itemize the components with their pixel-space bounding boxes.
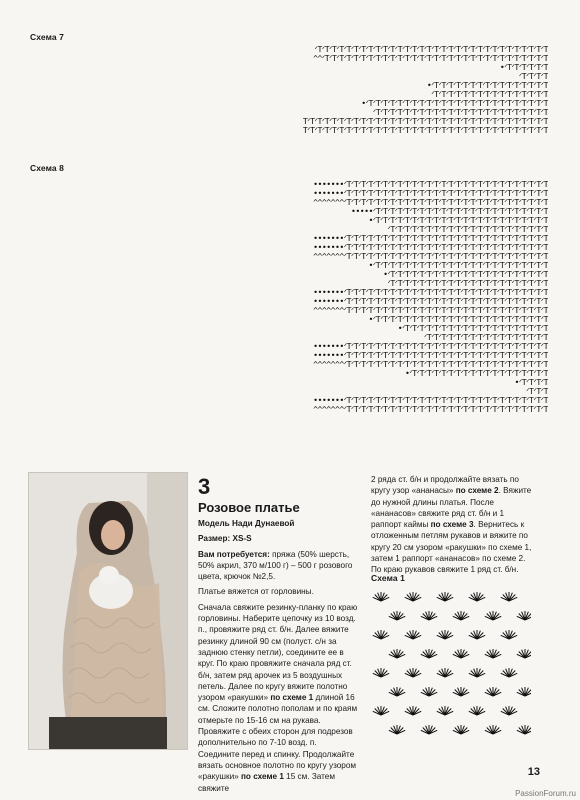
chart-row: •ᐟTᐟTᐟTᐟTᐟTᐟTᐟTᐟTᐟTᐟTᐟTᐟTᐟTᐟTᐟTᐟTᐟTᐟTᐟTᐟT	[397, 324, 548, 333]
shell-motif	[389, 649, 405, 658]
materials-paragraph: Вам потребуется: пряжа (50% шерсть, 50% акрил, 370 м/100 г) – 500 г розового цвета, крючок №2,5.	[198, 549, 353, 582]
chart-row: •ᐟTᐟTᐟTᐟTᐟTᐟTᐟTᐟTᐟTᐟTᐟTᐟTᐟTᐟTᐟTᐟTᐟTᐟTᐟTᐟTᐟTᐟTᐟTᐟT	[368, 261, 548, 270]
chart-row: •••••••ᐟTᐟTᐟTᐟTᐟTᐟTᐟTᐟTᐟTᐟTᐟTᐟTᐟTᐟTᐟTᐟTᐟTᐟTᐟTᐟTᐟTᐟTᐟTᐟTᐟTᐟTᐟTᐟT	[313, 396, 548, 405]
chart-row: ^^ᐟTᐟTᐟTᐟTᐟTᐟTᐟTᐟTᐟTᐟTᐟTᐟTᐟTᐟTᐟTᐟTᐟTᐟTᐟTᐟTᐟTᐟTᐟTᐟTᐟTᐟTᐟTᐟTᐟTᐟTᐟT	[313, 54, 548, 63]
model-line: Модель Нади Дунаевой	[198, 519, 295, 528]
woman-with-cat-image	[29, 473, 187, 749]
chart-row: •••••••ᐟTᐟTᐟTᐟTᐟTᐟTᐟTᐟTᐟTᐟTᐟTᐟTᐟTᐟTᐟTᐟTᐟTᐟTᐟTᐟTᐟTᐟTᐟTᐟTᐟTᐟTᐟTᐟT	[313, 297, 548, 306]
chart-row: •ᐟTᐟTᐟTᐟTᐟTᐟTᐟTᐟTᐟTᐟTᐟTᐟTᐟTᐟTᐟTᐟTᐟTᐟTᐟTᐟTᐟTᐟT	[383, 270, 548, 279]
instructions-paragraph: Сначала свяжите резинку-планку по краю горловины. Наберите цепочку из 10 возд. п., провяжите ряд ст. б/н. Далее вяжите резинку длиной 90 см (полуст. с/н за заднюю стенку петли), соедините ее в круг. По краю провяжите сначала ряд ст. б/н, затем ряд арочек из 5 воздушных петель. Далее по кругу вяжите полотно узором «ракушки» по схеме 1 длиной 16 см. Сложите полотно пополам и по краям отмерьте по 15-16 см на рукава. Провяжите с обеих сторон для подрезов дополнительно по 7-10 возд. п. Соедините перед и спинку. Продолжайте вязать основное полотно по кругу узором «ракушки» по схеме 1 15 см. Затем свяжите	[198, 602, 358, 793]
chart-row: •••••••ᐟTᐟTᐟTᐟTᐟTᐟTᐟTᐟTᐟTᐟTᐟTᐟTᐟTᐟTᐟTᐟTᐟTᐟTᐟTᐟTᐟTᐟTᐟTᐟTᐟTᐟTᐟTᐟT	[313, 180, 548, 189]
watermark: PassionForum.ru	[515, 789, 576, 798]
shell-motif	[437, 592, 453, 601]
shell-motif	[517, 725, 531, 734]
shell-motif	[437, 706, 453, 715]
chart-row: ᐟTᐟTᐟTᐟTᐟTᐟTᐟTᐟTᐟTᐟTᐟTᐟTᐟTᐟTᐟTᐟTᐟTᐟTᐟTᐟTᐟTᐟT	[387, 279, 548, 288]
chart-row: •ᐟTᐟTᐟTᐟTᐟTᐟTᐟTᐟTᐟTᐟTᐟTᐟTᐟTᐟTᐟTᐟTᐟTᐟTᐟT	[405, 369, 548, 378]
chart-row: •ᐟTᐟTᐟTᐟTᐟTᐟT	[499, 63, 548, 72]
chart-row: ᐟTᐟTᐟTᐟTᐟTᐟTᐟTᐟTᐟTᐟTᐟTᐟTᐟTᐟTᐟTᐟTᐟT	[423, 333, 548, 342]
article-title: Розовое платье	[198, 500, 300, 515]
scheme7-chart	[28, 45, 548, 135]
shell-motif	[501, 630, 517, 639]
shell-motif	[437, 668, 453, 677]
shell-motif	[389, 725, 405, 734]
shell-motif	[373, 592, 389, 601]
chart-row: ^^^^^^^ᐟTᐟTᐟTᐟTᐟTᐟTᐟTᐟTᐟTᐟTᐟTᐟTᐟTᐟTᐟTᐟTᐟTᐟTᐟTᐟTᐟTᐟTᐟTᐟTᐟTᐟTᐟTᐟT	[313, 405, 548, 414]
chart-row: •ᐟTᐟTᐟTᐟTᐟTᐟTᐟTᐟTᐟTᐟTᐟTᐟTᐟTᐟTᐟTᐟTᐟTᐟTᐟTᐟTᐟTᐟTᐟTᐟT	[368, 216, 548, 225]
shell-motif	[421, 649, 437, 658]
size-line: Размер: XS-S	[198, 534, 252, 544]
shell-motif	[469, 630, 485, 639]
chart-row: •ᐟTᐟTᐟTᐟTᐟTᐟTᐟTᐟTᐟTᐟTᐟTᐟTᐟTᐟTᐟTᐟTᐟTᐟTᐟTᐟTᐟTᐟTᐟTᐟT	[368, 315, 548, 324]
chart-row: •ᐟTᐟTᐟTᐟT	[514, 378, 548, 387]
shell-motif	[373, 668, 389, 677]
shell-motif	[405, 706, 421, 715]
article-left-column	[198, 518, 360, 798]
shell-motif	[485, 687, 501, 696]
model-photo	[28, 472, 188, 750]
shell-motif	[485, 611, 501, 620]
shell-motif	[517, 687, 531, 696]
chart-row: ^^^^^^^ᐟTᐟTᐟTᐟTᐟTᐟTᐟTᐟTᐟTᐟTᐟTᐟTᐟTᐟTᐟTᐟTᐟTᐟTᐟTᐟTᐟTᐟTᐟTᐟTᐟTᐟTᐟTᐟT	[313, 198, 548, 207]
shell-motif	[453, 725, 469, 734]
chart-row: •••••••ᐟTᐟTᐟTᐟTᐟTᐟTᐟTᐟTᐟTᐟTᐟTᐟTᐟTᐟTᐟTᐟTᐟTᐟTᐟTᐟTᐟTᐟTᐟTᐟTᐟTᐟTᐟTᐟT	[313, 288, 548, 297]
scheme7-label: Схема 7	[30, 32, 64, 42]
article-number: 3	[198, 474, 211, 499]
chart-row: ᐟTᐟTᐟTᐟTᐟTᐟTᐟTᐟTᐟTᐟTᐟTᐟTᐟTᐟTᐟTᐟTᐟTᐟTᐟTᐟTᐟTᐟTᐟTᐟTᐟTᐟTᐟTᐟTᐟTᐟTᐟTᐟT	[314, 45, 548, 54]
chart-row: •ᐟTᐟTᐟTᐟTᐟTᐟTᐟTᐟTᐟTᐟTᐟTᐟTᐟTᐟTᐟTᐟT	[426, 81, 548, 90]
shell-motif	[453, 611, 469, 620]
shell-motif	[485, 725, 501, 734]
chart-row: ᐟTᐟTᐟT	[526, 387, 548, 396]
scheme1-label: Схема 1	[371, 573, 405, 583]
chart-row: TᐟTᐟTᐟTᐟTᐟTᐟTᐟTᐟTᐟTᐟTᐟTᐟTᐟTᐟTᐟTᐟTᐟTᐟTᐟTᐟTᐟTᐟTᐟTᐟTᐟTᐟTᐟTᐟTᐟTᐟTᐟTᐟTᐟT	[302, 117, 548, 126]
chart-row: •ᐟTᐟTᐟTᐟTᐟTᐟTᐟTᐟTᐟTᐟTᐟTᐟTᐟTᐟTᐟTᐟTᐟTᐟTᐟTᐟTᐟTᐟTᐟTᐟTᐟT	[361, 99, 548, 108]
scheme8-chart	[28, 180, 548, 414]
shell-motif	[389, 611, 405, 620]
shell-motif	[421, 725, 437, 734]
article-right-column	[371, 474, 533, 580]
chart-row: •••••••ᐟTᐟTᐟTᐟTᐟTᐟTᐟTᐟTᐟTᐟTᐟTᐟTᐟTᐟTᐟTᐟTᐟTᐟTᐟTᐟTᐟTᐟTᐟTᐟTᐟTᐟTᐟTᐟT	[313, 243, 548, 252]
chart-row: •••••ᐟTᐟTᐟTᐟTᐟTᐟTᐟTᐟTᐟTᐟTᐟTᐟTᐟTᐟTᐟTᐟTᐟTᐟTᐟTᐟTᐟTᐟTᐟTᐟT	[351, 207, 548, 216]
shell-motif	[405, 630, 421, 639]
shell-motif	[405, 668, 421, 677]
shell-motif	[501, 706, 517, 715]
shell-motif	[373, 706, 389, 715]
chart-row: TᐟTᐟTᐟTᐟTᐟTᐟTᐟTᐟTᐟTᐟTᐟTᐟTᐟTᐟTᐟTᐟTᐟTᐟTᐟTᐟTᐟTᐟTᐟTᐟTᐟTᐟTᐟTᐟTᐟTᐟTᐟTᐟTᐟT	[302, 126, 548, 135]
shell-motif	[501, 592, 517, 601]
shell-motif	[469, 668, 485, 677]
chart-row: ᐟTᐟTᐟTᐟTᐟTᐟTᐟTᐟTᐟTᐟTᐟTᐟTᐟTᐟTᐟTᐟTᐟTᐟTᐟTᐟTᐟTᐟTᐟTᐟT	[372, 108, 548, 117]
page-number: 13	[527, 766, 540, 778]
shell-motif	[485, 649, 501, 658]
chart-row: ^^^^^^^ᐟTᐟTᐟTᐟTᐟTᐟTᐟTᐟTᐟTᐟTᐟTᐟTᐟTᐟTᐟTᐟTᐟTᐟTᐟTᐟTᐟTᐟTᐟTᐟTᐟTᐟTᐟTᐟT	[313, 306, 548, 315]
shell-motif	[437, 630, 453, 639]
shell-motif	[405, 592, 421, 601]
chart-row: ^^^^^^^ᐟTᐟTᐟTᐟTᐟTᐟTᐟTᐟTᐟTᐟTᐟTᐟTᐟTᐟTᐟTᐟTᐟTᐟTᐟTᐟTᐟTᐟTᐟTᐟTᐟTᐟTᐟTᐟT	[313, 360, 548, 369]
intro-paragraph: Платье вяжется от горловины.	[198, 587, 314, 597]
shell-motif	[453, 687, 469, 696]
chart-row: •••••••ᐟTᐟTᐟTᐟTᐟTᐟTᐟTᐟTᐟTᐟTᐟTᐟTᐟTᐟTᐟTᐟTᐟTᐟTᐟTᐟTᐟTᐟTᐟTᐟTᐟTᐟTᐟTᐟT	[313, 234, 548, 243]
chart-row: ᐟTᐟTᐟTᐟTᐟTᐟTᐟTᐟTᐟTᐟTᐟTᐟTᐟTᐟTᐟTᐟTᐟTᐟTᐟTᐟTᐟTᐟT	[387, 225, 548, 234]
chart-row: ᐟTᐟTᐟTᐟTᐟTᐟTᐟTᐟTᐟTᐟTᐟTᐟTᐟTᐟTᐟTᐟT	[431, 90, 548, 99]
chart-row: •••••••ᐟTᐟTᐟTᐟTᐟTᐟTᐟTᐟTᐟTᐟTᐟTᐟTᐟTᐟTᐟTᐟTᐟTᐟTᐟTᐟTᐟTᐟTᐟTᐟTᐟTᐟTᐟTᐟT	[313, 351, 548, 360]
chart-row: ᐟTᐟTᐟTᐟT	[518, 72, 548, 81]
chart-row: ^^^^^^^ᐟTᐟTᐟTᐟTᐟTᐟTᐟTᐟTᐟTᐟTᐟTᐟTᐟTᐟTᐟTᐟTᐟTᐟTᐟTᐟTᐟTᐟTᐟTᐟTᐟTᐟTᐟTᐟT	[313, 252, 548, 261]
shell-motif	[517, 611, 531, 620]
shell-motif	[517, 649, 531, 658]
chart-row: •••••••ᐟTᐟTᐟTᐟTᐟTᐟTᐟTᐟTᐟTᐟTᐟTᐟTᐟTᐟTᐟTᐟTᐟTᐟTᐟTᐟTᐟTᐟTᐟTᐟTᐟTᐟTᐟTᐟT	[313, 189, 548, 198]
shell-motif	[501, 668, 517, 677]
shell-motif	[373, 630, 389, 639]
shell-motif	[469, 706, 485, 715]
shell-motif	[421, 611, 437, 620]
scheme8-label: Схема 8	[30, 163, 64, 173]
chart-row: •••••••ᐟTᐟTᐟTᐟTᐟTᐟTᐟTᐟTᐟTᐟTᐟTᐟTᐟTᐟTᐟTᐟTᐟTᐟTᐟTᐟTᐟTᐟTᐟTᐟTᐟTᐟTᐟTᐟT	[313, 342, 548, 351]
shell-motif	[421, 687, 437, 696]
shell-motif	[453, 649, 469, 658]
scheme1-diagram	[371, 587, 531, 747]
shell-motif	[469, 592, 485, 601]
continuation-paragraph: 2 ряда ст. б/н и продолжайте вязать по кругу узор «ананасы» по схеме 2. Вяжите до нужной длины платья. После «ананасов» свяжите ряд ст. б/н и 1 раппорт каймы по схеме 3. Вернитесь к отложенным петлям рукавов и вяжите по кругу 20 см узором «ракушки» по схеме 1, затем 1 раппорт «ананасов» по схеме 2. По краю рукавов свяжите 1 ряд ст. б/н.	[371, 475, 532, 575]
shell-motif	[389, 687, 405, 696]
